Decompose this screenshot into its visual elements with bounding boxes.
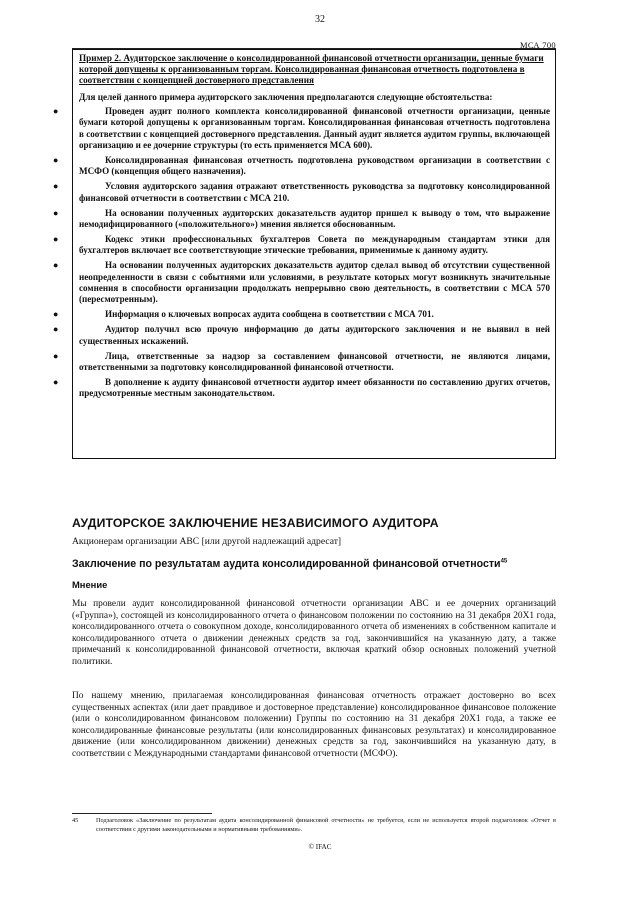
example-title: Пример 2. Аудиторское заключение о консолидированной финансовой отчетности организации, ценные бумаги которой допущены к организованным торгам. Консолидированная финансовая отчетность подготовлена в соответствии с концепцией достоверного представления: [79, 53, 544, 86]
assumption-item: [53, 105, 550, 152]
assumption-text: Информация о ключевых вопросах аудита сообщена в соответствии с МСА 701.: [105, 309, 434, 320]
assumption-item: [53, 233, 550, 257]
bullet-icon: ●: [53, 181, 59, 192]
bullet-icon: ●: [53, 350, 59, 361]
copyright: © IFAC: [308, 843, 332, 851]
footnote-ref: 45: [500, 558, 508, 565]
assumption-text: Лица, ответственные за надзор за составлением финансовой отчетности, не являются лицами, ответственными за подготовку консолидированной финансовой отчетности.: [79, 350, 550, 372]
bullet-icon: ●: [53, 154, 59, 165]
footnote-number: 45: [72, 817, 79, 824]
footnote-text: Подзаголовок «Заключение по результатам аудита консолидированной финансовой отчетности» не требуется, если не используется второй подзаголовок «Отчет в соответствии с другими законодательными и нормативными требованиями».: [96, 817, 556, 833]
assumption-item: [53, 350, 550, 374]
bullet-icon: ●: [53, 324, 59, 335]
section-heading: [72, 558, 507, 570]
assumption-text: На основании полученных аудиторских доказательств аудитор сделал вывод об отсутствии существенной неопределенности в связи с событиями или условиями, в результате которых могут возникнуть значительные сомнения в способности организации продолжать непрерывно свою деятельность, в соответствии с МСА 570 (пересмотренным).: [79, 260, 550, 305]
bullet-icon: ●: [53, 207, 59, 218]
opinion-paragraph-2: По нашему мнению, прилагаемая консолидированная финансовая отчетность отражает достоверно во всех существенных аспектах (или дает правдивое и достоверное представление) консолидированное финансовое положение (или о консолидированном финансовом положении) Группы по состоянию на 31 декабря 20X1 года, а также ее консолидированные финансовые результаты (или консолидированных финансовых результатах) и консолидированное движение (или консолидированном движении) денежных средств за год, закончившийся на указанную дату, в соответствии с Международными стандартами финансовой отчетности (МСФО).: [72, 691, 556, 759]
bullet-icon: ●: [53, 105, 59, 116]
bullet-icon: ●: [53, 309, 59, 320]
assumption-item: [53, 207, 550, 231]
assumption-text: Консолидированная финансовая отчетность подготовлена руководством организации в соответствии с МСФО (концепция общего назначения).: [79, 154, 550, 177]
page-number: 32: [315, 14, 325, 25]
addressee: Акционерам организации АВС [или другой надлежащий адресат]: [72, 536, 342, 547]
assumption-text: В дополнение к аудиту финансовой отчетности аудитор имеет обязанности по составлению других отчетов, предусмотренные местным законодательством.: [79, 376, 550, 399]
assumption-item: [53, 376, 550, 400]
assumption-item: [53, 181, 550, 204]
section-heading-text: Заключение по результатам аудита консолидированной финансовой отчетности: [72, 558, 501, 570]
footnote-rule: [72, 813, 212, 814]
opinion-paragraph-1: Мы провели аудит консолидированной финансовой отчетности организации АВС и ее дочерних организаций («Группа»), состоящей из консолидированного отчета о финансовом положении по состоянию на 31 декабря 20X1 года, консолидированного отчета о совокупном доходе, консолидированного отчета об изменениях в собственном капитале и консолидированного отчета о движении денежных средств за год, закончившийся на указанную дату, а также примечаний к консолидированной финансовой отчетности, включая краткий обзор основных положений учетной политики.: [72, 599, 556, 667]
assumption-item: [53, 154, 550, 178]
bullet-icon: ●: [53, 260, 59, 271]
example-intro: Для целей данного примера аудиторского заключения предполагаются следующие обстоятельства:: [79, 91, 493, 102]
report-heading: АУДИТОРСКОЕ ЗАКЛЮЧЕНИЕ НЕЗАВИСИМОГО АУДИТОРА: [72, 516, 439, 530]
opinion-label: Мнение: [72, 579, 108, 590]
assumptions-list: [53, 105, 550, 400]
bullet-icon: ●: [53, 376, 59, 387]
example-box: [53, 49, 556, 459]
assumption-text: Аудитор получил всю прочую информацию до даты аудиторского заключения и не выявил в ней существенных искажений.: [79, 324, 550, 346]
assumption-text: Кодекс этики профессиональных бухгалтеров Совета по международным стандартам этики для бухгалтеров включает все соответствующие этические требования, применимые к данному аудиту.: [79, 233, 550, 256]
assumption-item: [53, 324, 550, 347]
footnote: [72, 817, 556, 835]
assumption-text: На основании полученных аудиторских доказательств аудитор пришел к выводу о том, что выражение немодифицированного («положительного») мнения является обоснованным.: [79, 207, 550, 229]
assumption-text: Проведен аудит полного комплекта консолидированной финансовой отчетности организации, ценные бумаги которой допущены к организованным торгам. Консолидированная финансовая отчетность подготовлена в соответствии с концепцией достоверного представления. Данный аудит является аудитом группы, включающей организацию и ее дочерние структуры (то есть применяется МСА 600).: [79, 105, 550, 151]
assumption-item: [53, 260, 550, 306]
assumption-item: [53, 309, 550, 320]
bullet-icon: ●: [53, 233, 59, 244]
assumption-text: Условия аудиторского задания отражают ответственность руководства за подготовку консолидированной финансовой отчетности в соответствии с МСА 210.: [79, 181, 550, 203]
standard-code: МСА 700: [520, 40, 556, 50]
